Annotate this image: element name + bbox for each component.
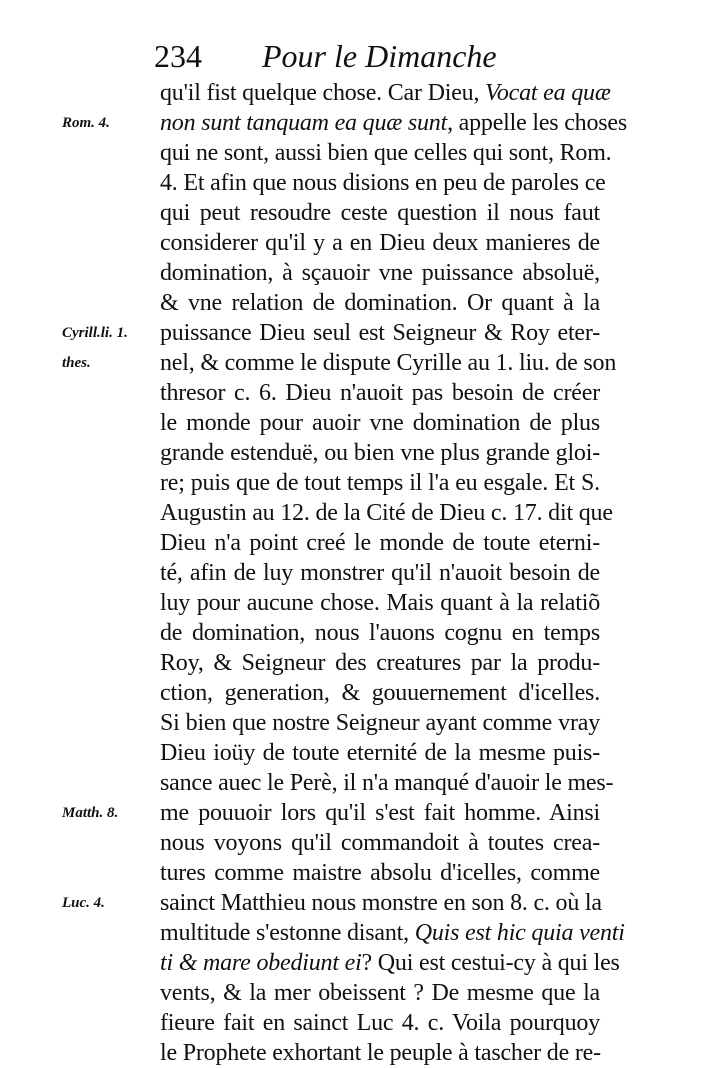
text-line: [160, 618, 600, 648]
text-line: [160, 468, 600, 498]
text-segment: puissance Dieu seul est Seigneur & Roy eter-: [160, 320, 600, 346]
latin-quotation: Vocat ea quæ: [485, 80, 611, 106]
text-line: [160, 828, 600, 858]
text-segment: vents, & la mer obeissent ? De mesme que la: [160, 980, 600, 1006]
text-segment: nous voyons qu'il commandoit à toutes crea-: [160, 830, 600, 856]
running-title: Pour le Dimanche: [262, 38, 497, 74]
text-segment: multitude s'estonne disant,: [160, 920, 415, 946]
margin-reference: Rom. 4.: [62, 115, 110, 131]
text-line: [160, 408, 600, 438]
text-line: [160, 138, 612, 168]
text-segment: de domination, nous l'auons cognu en temps: [160, 620, 600, 646]
text-segment: domination, à sçauoir vne puissance absoluë,: [160, 260, 600, 286]
text-line: [160, 438, 600, 468]
text-segment: le Prophete exhortant le peuple à tascher de re-: [160, 1040, 601, 1066]
text-segment: , appelle les choses: [447, 110, 628, 136]
page-header: [150, 36, 620, 76]
text-line: [160, 528, 600, 558]
text-segment: ? Qui est cestui-cy à qui les: [361, 950, 620, 976]
text-segment: qui peut resoudre ceste question il nous faut: [160, 200, 600, 226]
text-line: [160, 258, 600, 288]
text-line: [160, 198, 600, 228]
text-line: [160, 498, 613, 528]
text-segment: Roy, & Seigneur des creatures par la produ-: [160, 650, 600, 676]
body-text: [160, 78, 628, 1068]
text-line: [160, 708, 600, 738]
latin-quotation: ti & mare obediunt ei: [160, 950, 362, 976]
margin-reference: Cyrill.li. 1.: [62, 325, 128, 341]
text-line: [160, 288, 600, 318]
text-segment: Augustin au 12. de la Cité de Dieu c. 17. dit que: [160, 500, 613, 526]
text-line: [160, 378, 600, 408]
latin-quotation: Quis est hic quia venti: [414, 920, 625, 946]
text-line: [160, 798, 600, 828]
text-segment: qu'il fist quelque chose. Car Dieu,: [160, 80, 486, 106]
text-line: [160, 1038, 600, 1068]
text-segment: fieure fait en sainct Luc 4. c. Voila pourquoy: [160, 1010, 600, 1036]
text-segment: 4. Et afin que nous disions en peu de paroles ce: [160, 170, 606, 196]
text-segment: Si bien que nostre Seigneur ayant comme vray: [160, 710, 600, 736]
text-line: [160, 678, 600, 708]
text-line: [160, 648, 600, 678]
text-segment: ction, generation, & gouuernement d'icelles.: [160, 680, 600, 706]
text-segment: le monde pour auoir vne domination de plus: [160, 410, 600, 436]
text-line: [160, 348, 617, 378]
text-line: [160, 918, 625, 948]
text-line: [160, 738, 600, 768]
text-line: [160, 858, 600, 888]
text-segment: nel, & comme le dispute Cyrille au 1. liu. de son: [160, 350, 617, 376]
text-segment: grande estenduë, ou bien vne plus grande gloi-: [160, 440, 600, 466]
text-segment: me pouuoir lors qu'il s'est fait homme. Ainsi: [160, 800, 600, 826]
text-line: [160, 108, 628, 138]
margin-reference: Matth. 8.: [62, 805, 119, 821]
text-segment: tures comme maistre absolu d'icelles, comme: [160, 860, 600, 886]
text-line: [160, 1008, 600, 1038]
text-line: [160, 168, 606, 198]
text-segment: té, afin de luy monstrer qu'il n'auoit besoin de: [160, 560, 600, 586]
text-line: [160, 768, 614, 798]
text-segment: luy pour aucune chose. Mais quant à la relatiõ: [160, 590, 600, 616]
text-line: [160, 558, 600, 588]
text-segment: Dieu ioüy de toute eternité de la mesme puis-: [160, 740, 600, 766]
margin-reference: thes.: [62, 355, 91, 371]
text-line: [160, 228, 600, 258]
latin-quotation: non sunt tanquam ea quæ sunt: [160, 110, 448, 136]
text-segment: re; puis que de tout temps il l'a eu esgale. Et S.: [160, 470, 600, 496]
text-line: [160, 78, 611, 108]
text-segment: sainct Matthieu nous monstre en son 8. c. où la: [160, 890, 602, 916]
margin-reference: Luc. 4.: [62, 895, 105, 911]
text-line: [160, 948, 620, 978]
text-segment: sance auec le Perè, il n'a manqué d'auoir le mes-: [160, 770, 614, 796]
text-line: [160, 978, 600, 1008]
page-number: 234: [154, 38, 202, 74]
text-segment: qui ne sont, aussi bien que celles qui sont, Rom.: [160, 140, 612, 166]
text-line: [160, 588, 600, 618]
text-segment: Dieu n'a point creé le monde de toute eterni-: [160, 530, 600, 556]
text-line: [160, 318, 600, 348]
text-segment: thresor c. 6. Dieu n'auoit pas besoin de créer: [160, 380, 600, 406]
text-line: [160, 888, 600, 918]
text-segment: & vne relation de domination. Or quant à la: [160, 290, 600, 316]
text-segment: considerer qu'il y a en Dieu deux manieres de: [160, 230, 600, 256]
